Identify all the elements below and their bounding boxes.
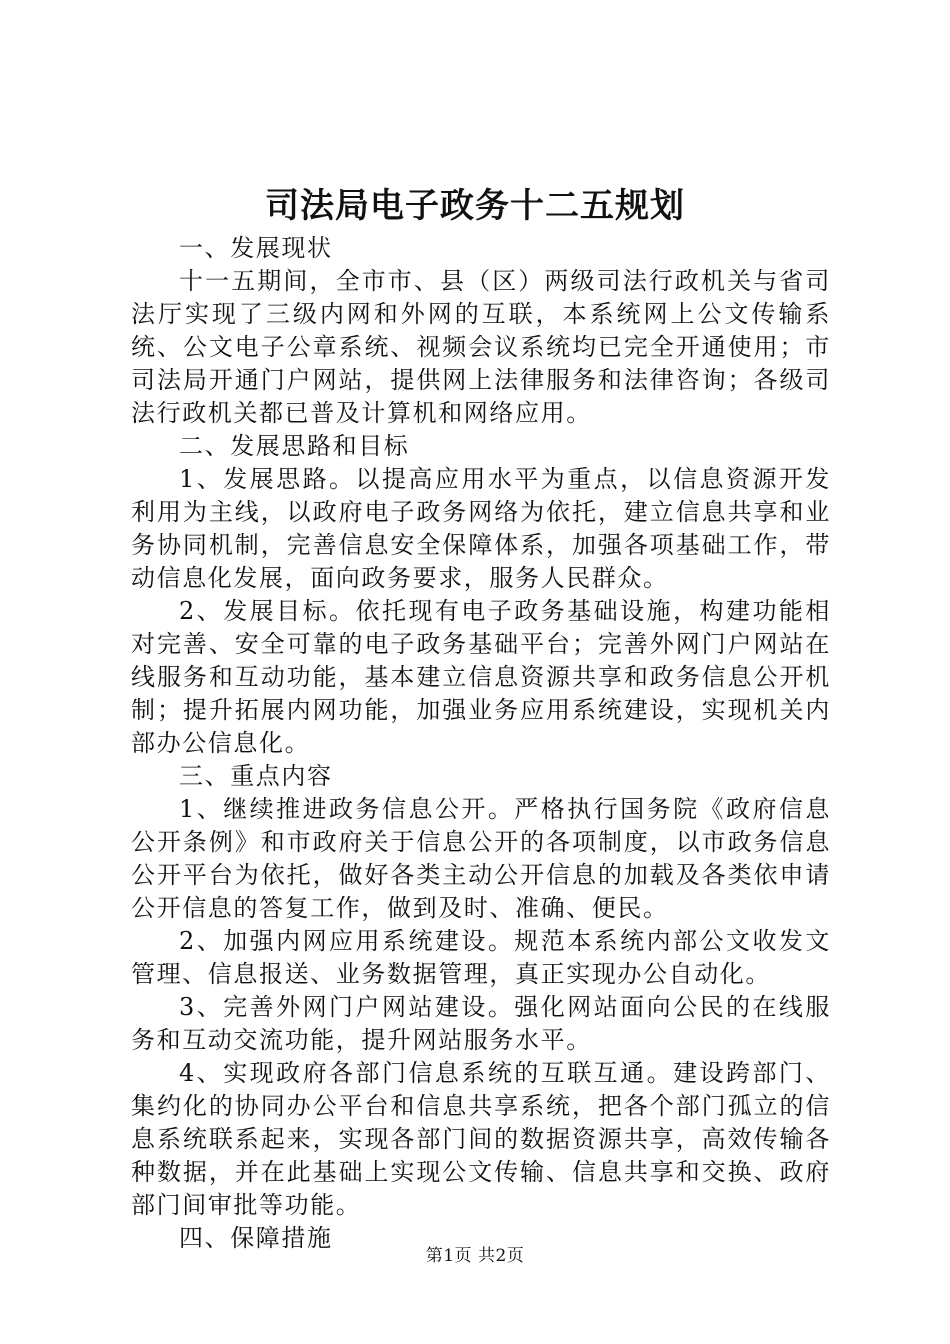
paragraph-key-content-1: 1、继续推进政务信息公开。严格执行国务院《政府信息公开条例》和市政府关于信息公开的各项制度，以市政务信息公开平台为依托，做好各类主动公开信息的加载及各类依申请公开信息的答复工作，做到及时、准确、便民。 bbox=[131, 795, 831, 922]
paragraph-key-content-3: 3、完善外网门户网站建设。强化网站面向公民的在线服务和互动交流功能，提升网站服务水平。 bbox=[131, 993, 831, 1054]
paragraph-key-content-2: 2、加强内网应用系统建设。规范本系统内部公文收发文管理、信息报送、业务数据管理，真正实现办公自动化。 bbox=[131, 927, 831, 988]
section-heading-status: 一、发展现状 bbox=[179, 234, 333, 262]
paragraph-development-ideas: 1、发展思路。以提高应用水平为重点，以信息资源开发利用为主线，以政府电子政务网络为依托，建立信息共享和业务协同机制，完善信息安全保障体系，加强各项基础工作，带动信息化发展，面向政务要求，服务人民群众。 bbox=[131, 465, 831, 592]
paragraph-development-goals: 2、发展目标。依托现有电子政务基础设施，构建功能相对完善、安全可靠的电子政务基础平台；完善外网门户网站在线服务和互动功能，基本建立信息资源共享和政务信息公开机制；提升拓展内网功能，加强业务应用系统建设，实现机关内部办公信息化。 bbox=[131, 597, 831, 757]
document-title: 司法局电子政务十二五规划 bbox=[265, 186, 685, 226]
section-heading-safeguards: 四、保障措施 bbox=[179, 1224, 333, 1252]
document-body bbox=[131, 232, 831, 1255]
paragraph-status: 十一五期间，全市市、县（区）两级司法行政机关与省司法厅实现了三级内网和外网的互联，本系统网上公文传输系统、公文电子公章系统、视频会议系统均已完全开通使用；市司法局开通门户网站，提供网上法律服务和法律咨询；各级司法行政机关都已普及计算机和网络应用。 bbox=[131, 267, 831, 427]
page-footer: 第1页 共2页 bbox=[425, 1246, 525, 1266]
section-heading-key-content: 三、重点内容 bbox=[179, 762, 333, 790]
section-heading-ideas-goals: 二、发展思路和目标 bbox=[179, 432, 410, 460]
paragraph-key-content-4: 4、实现政府各部门信息系统的互联互通。建设跨部门、集约化的协同办公平台和信息共享系统，把各个部门孤立的信息系统联系起来，实现各部门间的数据资源共享，高效传输各种数据，并在此基础上实现公文传输、信息共享和交换、政府部门间审批等功能。 bbox=[131, 1059, 831, 1219]
